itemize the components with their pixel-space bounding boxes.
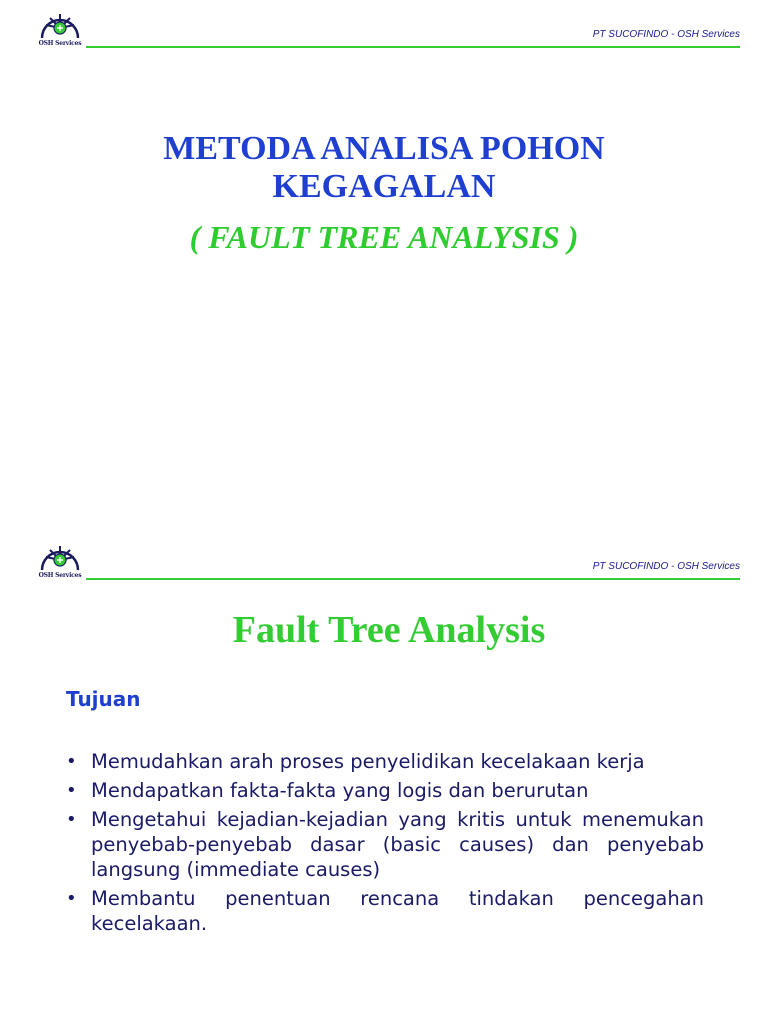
logo-caption: OSH Services bbox=[38, 572, 82, 579]
list-item-text: Mengetahui kejadian-kejadian yang kritis untuk menemukan penyebab-penyebab dasar (basic causes) dan penyebab langsung (immediate causes) bbox=[91, 808, 704, 881]
header-company: PT SUCOFINDO - OSH Services bbox=[592, 561, 740, 572]
logo-caption: OSH Services bbox=[38, 40, 82, 47]
header-divider bbox=[86, 578, 740, 580]
title-line-2: KEGAGALAN bbox=[272, 168, 496, 205]
slide-2 bbox=[0, 532, 768, 1024]
list-item bbox=[66, 778, 704, 803]
osh-services-logo-icon bbox=[38, 542, 82, 572]
header-company: PT SUCOFINDO - OSH Services bbox=[592, 29, 740, 40]
list-item bbox=[66, 886, 704, 936]
osh-services-logo-icon bbox=[38, 10, 82, 40]
bullet-icon: • bbox=[66, 888, 77, 909]
osh-services-logo bbox=[38, 542, 82, 582]
title-line-1: METODA ANALISA POHON bbox=[163, 130, 605, 167]
page-subtitle: ( FAULT TREE ANALYSIS ) bbox=[189, 219, 579, 255]
bullet-icon: • bbox=[66, 809, 77, 830]
bullet-icon: • bbox=[66, 780, 77, 801]
section-heading: Tujuan bbox=[66, 687, 141, 711]
list-item bbox=[66, 749, 704, 774]
bullet-icon: • bbox=[66, 751, 77, 772]
page-title bbox=[0, 130, 768, 206]
header-divider bbox=[86, 46, 740, 48]
slide-title: Fault Tree Analysis bbox=[232, 609, 546, 651]
list-item-text: Memudahkan arah proses penyelidikan kecelakaan kerja bbox=[91, 750, 645, 773]
list-item-text: Membantu penentuan rencana tindakan pencegahan kecelakaan. bbox=[91, 887, 704, 935]
osh-services-logo bbox=[38, 10, 82, 50]
list-item-text: Mendapatkan fakta-fakta yang logis dan berurutan bbox=[91, 779, 589, 802]
list-item bbox=[66, 807, 704, 882]
objective-list bbox=[66, 749, 704, 940]
